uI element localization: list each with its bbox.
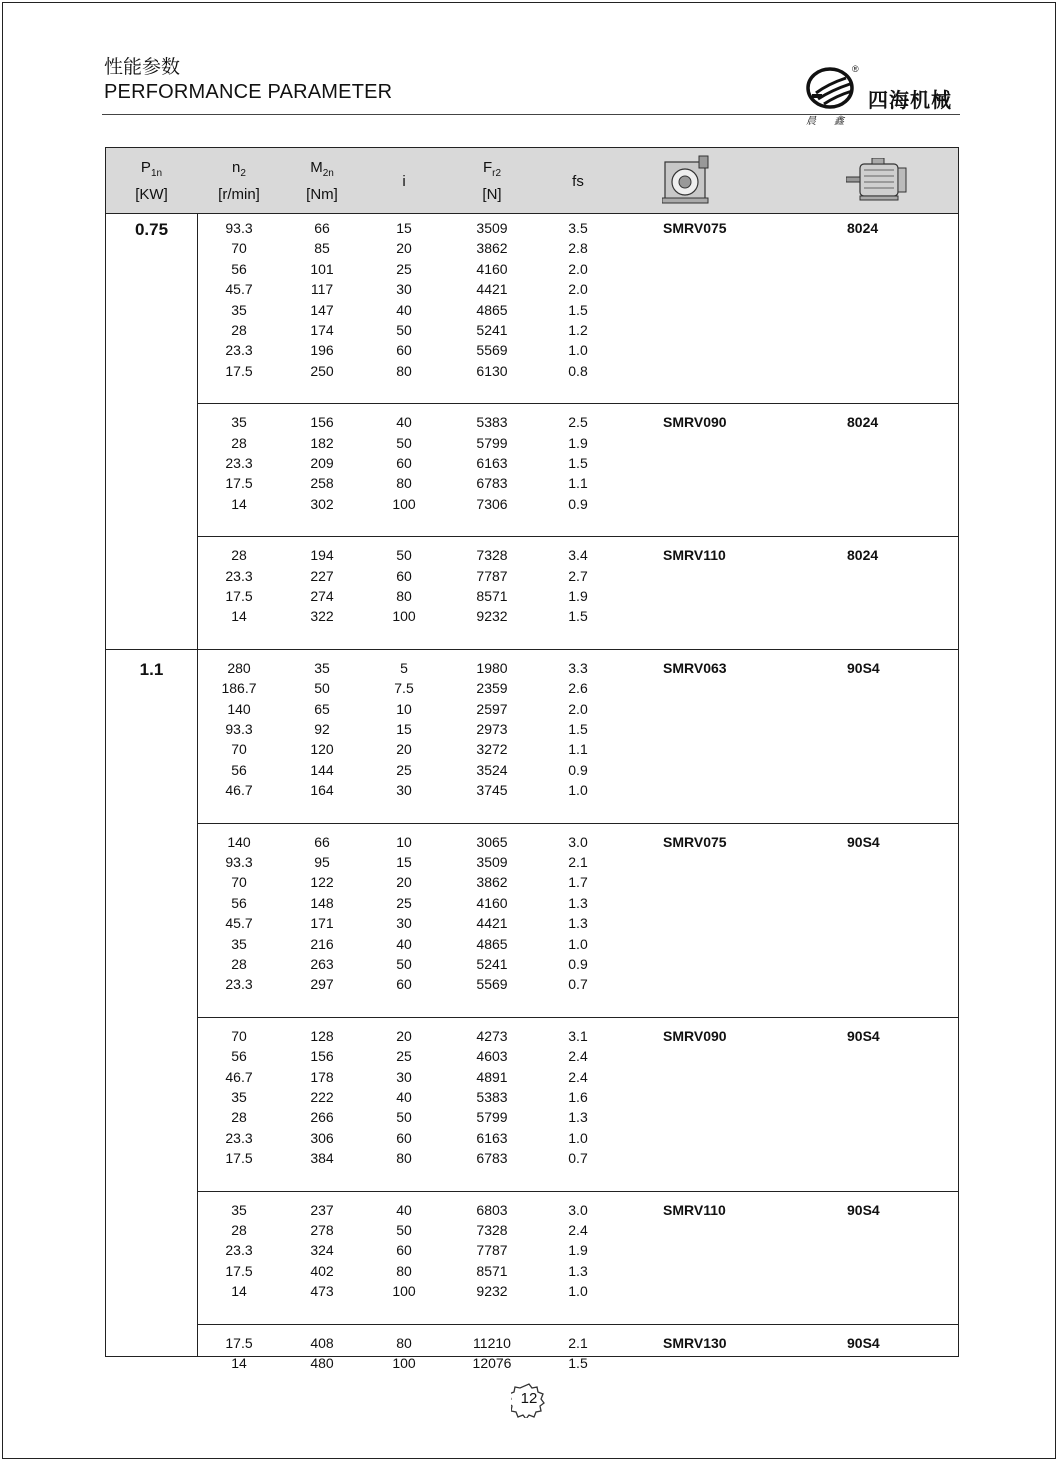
table-cell: 14: [231, 1355, 247, 1371]
table-cell: 56: [231, 894, 247, 911]
table-cell: 4865: [476, 301, 508, 318]
table-cell: 6783: [476, 1150, 508, 1167]
table-cell: 35: [314, 659, 330, 676]
gearbox-model: SMRV063: [663, 659, 727, 676]
table-cell: 6803: [476, 1201, 508, 1218]
table-cell: 3.0: [568, 833, 588, 850]
page-title-en: PERFORMANCE PARAMETER: [104, 81, 393, 103]
motor-type: 90S4: [847, 1027, 880, 1044]
table-cell: 15: [396, 721, 412, 737]
header-power: $P_{1n}$ [KW]: [135, 159, 168, 203]
table-cell: 35: [231, 1201, 247, 1218]
table-cell: 40: [396, 935, 412, 952]
table-cell: 1.3: [568, 915, 588, 932]
table-cell: 4273: [476, 1027, 508, 1044]
table-cell: 20: [396, 741, 412, 758]
header-service-factor: fs: [572, 172, 584, 190]
table-cell: 178: [310, 1068, 334, 1085]
table-cell: 216: [310, 935, 334, 952]
header-ratio: i: [402, 172, 406, 190]
table-cell: 1.0: [568, 1129, 588, 1146]
table-cell: 2597: [476, 700, 508, 717]
table-cell: 28: [231, 1222, 247, 1238]
table-cell: 70: [231, 1027, 247, 1044]
table-cell: 250: [310, 362, 334, 379]
table-cell: 196: [310, 342, 334, 359]
table-cell: 17.5: [225, 1262, 253, 1279]
gearbox-model: SMRV110: [663, 547, 726, 564]
table-cell: 140: [227, 700, 251, 717]
table-cell: 56: [231, 761, 247, 778]
table-cell: 25: [396, 1048, 412, 1065]
table-cell: 2.1: [568, 854, 588, 870]
table-cell: 263: [310, 956, 334, 972]
brand-name: 四海机械: [868, 90, 952, 112]
table-cell: 0.7: [568, 976, 588, 993]
table-cell: 3.0: [568, 1201, 588, 1218]
table-cell: 1.1: [568, 475, 588, 492]
table-cell: 384: [310, 1150, 334, 1167]
table-cell: 92: [314, 721, 330, 737]
table-cell: 25: [396, 761, 412, 778]
table-cell: 60: [396, 1129, 412, 1146]
table-cell: 80: [396, 1262, 412, 1279]
table-cell: 144: [310, 761, 334, 778]
table-cell: 50: [396, 1222, 412, 1238]
table-cell: 17.5: [225, 588, 253, 604]
header-speed: $n_2$ [r/min]: [218, 159, 260, 203]
table-cell: 3862: [476, 874, 508, 891]
table-cell: 4891: [476, 1068, 508, 1085]
table-cell: 50: [396, 322, 412, 338]
table-cell: 20: [396, 874, 412, 891]
table-cell: 120: [310, 741, 334, 758]
page-number: 12: [520, 1390, 538, 1407]
table-cell: 17.5: [225, 1334, 253, 1351]
table-cell: 408: [310, 1334, 334, 1351]
table-cell: 5799: [476, 1109, 508, 1126]
table-cell: 7.5: [394, 680, 414, 697]
table-cell: 3509: [476, 220, 508, 236]
table-cell: 23.3: [225, 1242, 253, 1259]
table-cell: 15: [396, 220, 412, 236]
table-cell: 1.0: [568, 342, 588, 359]
table-cell: 100: [392, 495, 416, 512]
table-cell: 25: [396, 894, 412, 911]
table-cell: 14: [231, 1283, 247, 1300]
table-cell: 274: [310, 588, 334, 604]
table-cell: 4421: [476, 281, 508, 298]
table-cell: 147: [310, 301, 334, 318]
table-cell: 6783: [476, 475, 508, 492]
block-divider: [197, 536, 958, 537]
table-cell: 1.5: [568, 1355, 588, 1371]
table-cell: 402: [310, 1262, 334, 1279]
table-cell: 0.9: [568, 761, 588, 778]
table-cell: 1.3: [568, 1262, 588, 1279]
table-cell: 222: [310, 1089, 334, 1105]
table-cell: 100: [392, 1355, 416, 1371]
block-divider: [197, 403, 958, 404]
performance-table: [105, 147, 959, 1371]
table-cell: 324: [310, 1242, 334, 1259]
table-cell: 35: [231, 935, 247, 952]
table-cell: 0.7: [568, 1150, 588, 1167]
table-cell: 50: [396, 956, 412, 972]
motor-type: 8024: [847, 220, 879, 236]
power-column-divider: [197, 214, 198, 1356]
table-cell: 164: [310, 782, 334, 799]
table-cell: 2359: [476, 680, 508, 697]
table-cell: 140: [227, 833, 251, 850]
table-cell: 12076: [472, 1355, 512, 1371]
table-cell: 1.9: [568, 588, 588, 604]
table-cell: 70: [231, 874, 247, 891]
table-cell: 1.0: [568, 935, 588, 952]
table-cell: 101: [310, 260, 334, 277]
power-value: 1.1: [139, 659, 164, 679]
table-cell: 7328: [476, 547, 508, 564]
table-cell: 3.1: [568, 1027, 588, 1044]
motor-type: 8024: [847, 414, 879, 431]
table-cell: 2.8: [568, 240, 588, 257]
table-cell: 1.0: [568, 782, 588, 799]
table-cell: 1.3: [568, 894, 588, 911]
table-cell: 266: [310, 1109, 334, 1126]
table-cell: 2.5: [568, 414, 588, 431]
table-cell: 227: [310, 567, 334, 584]
table-cell: 194: [310, 547, 334, 564]
table-cell: 5241: [476, 322, 508, 338]
table-cell: 40: [396, 1089, 412, 1105]
table-cell: 1.9: [568, 1242, 588, 1259]
table-cell: 128: [310, 1027, 334, 1044]
table-cell: 3524: [476, 761, 508, 778]
table-cell: 2.1: [568, 1334, 588, 1351]
table-cell: 30: [396, 1068, 412, 1085]
gearbox-model: SMRV130: [663, 1334, 727, 1351]
table-cell: 20: [396, 1027, 412, 1044]
table-cell: 174: [310, 322, 334, 338]
table-cell: 60: [396, 976, 412, 993]
table-cell: 23.3: [225, 342, 253, 359]
table-cell: 7328: [476, 1222, 508, 1238]
table-cell: 322: [310, 608, 334, 625]
table-cell: 5569: [476, 342, 508, 359]
table-cell: 278: [310, 1222, 334, 1238]
table-cell: 66: [314, 833, 330, 850]
table-cell: 70: [231, 240, 247, 257]
table-cell: 30: [396, 915, 412, 932]
motor-icon: [846, 158, 908, 202]
table-cell: 473: [310, 1283, 334, 1300]
gearbox-model: SMRV090: [663, 414, 727, 431]
table-cell: 1980: [476, 659, 508, 676]
table-cell: 156: [310, 1048, 334, 1065]
page-title-cn: 性能参数: [104, 57, 181, 78]
table-cell: 45.7: [225, 281, 253, 298]
table-cell: 1.5: [568, 608, 588, 625]
table-cell: 50: [396, 547, 412, 564]
table-cell: 5569: [476, 976, 508, 993]
table-cell: 2.4: [568, 1048, 588, 1065]
table-cell: 280: [227, 659, 251, 676]
table-cell: 297: [310, 976, 334, 993]
table-cell: 0.9: [568, 495, 588, 512]
table-cell: 28: [231, 434, 247, 451]
table-cell: 46.7: [225, 1068, 253, 1085]
table-cell: 209: [310, 455, 334, 471]
table-header: [106, 148, 958, 214]
table-cell: 2.0: [568, 281, 588, 298]
table-cell: 40: [396, 414, 412, 431]
motor-type: 8024: [847, 547, 879, 564]
table-cell: 56: [231, 1048, 247, 1065]
table-cell: 122: [310, 874, 334, 891]
table-cell: 0.9: [568, 956, 588, 972]
table-cell: 95: [314, 854, 330, 870]
table-cell: 1.5: [568, 301, 588, 318]
table-cell: 14: [231, 608, 247, 625]
table-cell: 302: [310, 495, 334, 512]
table-cell: 1.2: [568, 322, 588, 338]
table-cell: 2.0: [568, 260, 588, 277]
table-cell: 100: [392, 608, 416, 625]
table-cell: 4865: [476, 935, 508, 952]
header-torque: $M_{2n}$ [Nm]: [306, 159, 338, 203]
gearbox-icon: [662, 154, 712, 206]
table-cell: 10: [396, 700, 412, 717]
table-cell: 60: [396, 1242, 412, 1259]
table-cell: 50: [396, 434, 412, 451]
table-cell: 3.5: [568, 220, 588, 236]
table-cell: 46.7: [225, 782, 253, 799]
block-divider: [197, 1017, 958, 1018]
table-cell: 50: [314, 680, 330, 697]
table-cell: 45.7: [225, 915, 253, 932]
table-cell: 2.6: [568, 680, 588, 697]
motor-type: 90S4: [847, 833, 880, 850]
table-cell: 3.4: [568, 547, 588, 564]
gearbox-model: SMRV110: [663, 1201, 726, 1218]
table-cell: 30: [396, 281, 412, 298]
table-cell: 65: [314, 700, 330, 717]
table-cell: 2.7: [568, 567, 588, 584]
table-cell: 93.3: [225, 220, 253, 236]
table-cell: 15: [396, 854, 412, 870]
motor-type: 90S4: [847, 1334, 880, 1351]
registered-mark: ®: [852, 64, 859, 74]
table-cell: 85: [314, 240, 330, 257]
table-cell: 4160: [476, 894, 508, 911]
table-cell: 50: [396, 1109, 412, 1126]
table-cell: 186.7: [221, 680, 257, 697]
table-cell: 2.0: [568, 700, 588, 717]
gearbox-model: SMRV075: [663, 220, 727, 236]
table-cell: 5383: [476, 1089, 508, 1105]
table-cell: 2.4: [568, 1222, 588, 1238]
table-cell: 7787: [476, 1242, 508, 1259]
table-cell: 60: [396, 567, 412, 584]
table-cell: 35: [231, 414, 247, 431]
table-cell: 1.6: [568, 1089, 588, 1105]
table-cell: 0.8: [568, 362, 588, 379]
table-cell: 5383: [476, 414, 508, 431]
table-cell: 25: [396, 260, 412, 277]
table-cell: 10: [396, 833, 412, 850]
table-cell: 40: [396, 1201, 412, 1218]
table-cell: 3.3: [568, 659, 588, 676]
table-cell: 1.9: [568, 434, 588, 451]
table-cell: 66: [314, 220, 330, 236]
gearbox-model: SMRV090: [663, 1027, 727, 1044]
table-cell: 3065: [476, 833, 508, 850]
table-cell: 28: [231, 1109, 247, 1126]
company-logo: [806, 66, 966, 128]
table-cell: 8571: [476, 588, 508, 604]
table-cell: 8571: [476, 1262, 508, 1279]
table-cell: 80: [396, 362, 412, 379]
table-cell: 80: [396, 1150, 412, 1167]
table-cell: 4421: [476, 915, 508, 932]
table-cell: 306: [310, 1129, 334, 1146]
table-cell: 5241: [476, 956, 508, 972]
table-cell: 60: [396, 342, 412, 359]
table-cell: 60: [396, 455, 412, 471]
table-cell: 17.5: [225, 475, 253, 492]
table-cell: 4603: [476, 1048, 508, 1065]
table-cell: 3272: [476, 741, 508, 758]
table-cell: 237: [310, 1201, 334, 1218]
motor-type: 90S4: [847, 1201, 880, 1218]
table-cell: 70: [231, 741, 247, 758]
brand-subtext: 晨鑫: [806, 116, 862, 127]
table-cell: 1.0: [568, 1283, 588, 1300]
table-cell: 93.3: [225, 854, 253, 870]
table-cell: 9232: [476, 608, 508, 625]
table-cell: 28: [231, 547, 247, 564]
table-cell: 148: [310, 894, 334, 911]
table-cell: 1.5: [568, 721, 588, 737]
table-cell: 35: [231, 301, 247, 318]
table-cell: 28: [231, 956, 247, 972]
table-cell: 171: [310, 915, 334, 932]
table-cell: 1.7: [568, 874, 588, 891]
table-cell: 7787: [476, 567, 508, 584]
header-radial-load: $F_{r2}$ [N]: [482, 159, 502, 203]
block-divider: [197, 1191, 958, 1192]
table-cell: 5: [400, 659, 408, 676]
table-cell: 17.5: [225, 1150, 253, 1167]
table-cell: 258: [310, 475, 334, 492]
table-cell: 7306: [476, 495, 508, 512]
table-cell: 14: [231, 495, 247, 512]
table-cell: 80: [396, 475, 412, 492]
table-cell: 6130: [476, 362, 508, 379]
table-cell: 11210: [473, 1334, 511, 1351]
table-cell: 80: [396, 1334, 412, 1351]
table-cell: 23.3: [225, 1129, 253, 1146]
table-cell: 80: [396, 588, 412, 604]
table-cell: 23.3: [225, 976, 253, 993]
table-cell: 156: [310, 414, 334, 431]
table-cell: 3745: [476, 782, 508, 799]
table-cell: 93.3: [225, 721, 253, 737]
table-cell: 20: [396, 240, 412, 257]
block-divider: [197, 823, 958, 824]
table-cell: 6163: [476, 455, 508, 471]
table-cell: 182: [310, 434, 334, 451]
table-cell: 5799: [476, 434, 508, 451]
table-cell: 1.3: [568, 1109, 588, 1126]
table-cell: 480: [310, 1355, 334, 1371]
table-cell: 100: [392, 1283, 416, 1300]
table-cell: 2973: [476, 721, 508, 737]
gearbox-model: SMRV075: [663, 833, 727, 850]
table-cell: 23.3: [225, 567, 253, 584]
table-cell: 117: [310, 281, 334, 298]
motor-type: 90S4: [847, 659, 880, 676]
table-cell: 6163: [476, 1129, 508, 1146]
table-cell: 56: [231, 260, 247, 277]
table-cell: 3862: [476, 240, 508, 257]
group-divider: [106, 649, 958, 650]
table-cell: 9232: [476, 1283, 508, 1300]
table-cell: 1.1: [568, 741, 588, 758]
table-cell: 23.3: [225, 455, 253, 471]
table-cell: 40: [396, 301, 412, 318]
table-cell: 3509: [476, 854, 508, 870]
table-cell: 1.5: [568, 455, 588, 471]
table-cell: 28: [231, 322, 247, 338]
table-cell: 35: [231, 1089, 247, 1105]
table-cell: 17.5: [225, 362, 253, 379]
table-cell: 30: [396, 782, 412, 799]
table-cell: 4160: [476, 260, 508, 277]
power-value: 0.75: [134, 220, 169, 239]
table-cell: 2.4: [568, 1068, 588, 1085]
block-divider: [197, 1324, 958, 1325]
